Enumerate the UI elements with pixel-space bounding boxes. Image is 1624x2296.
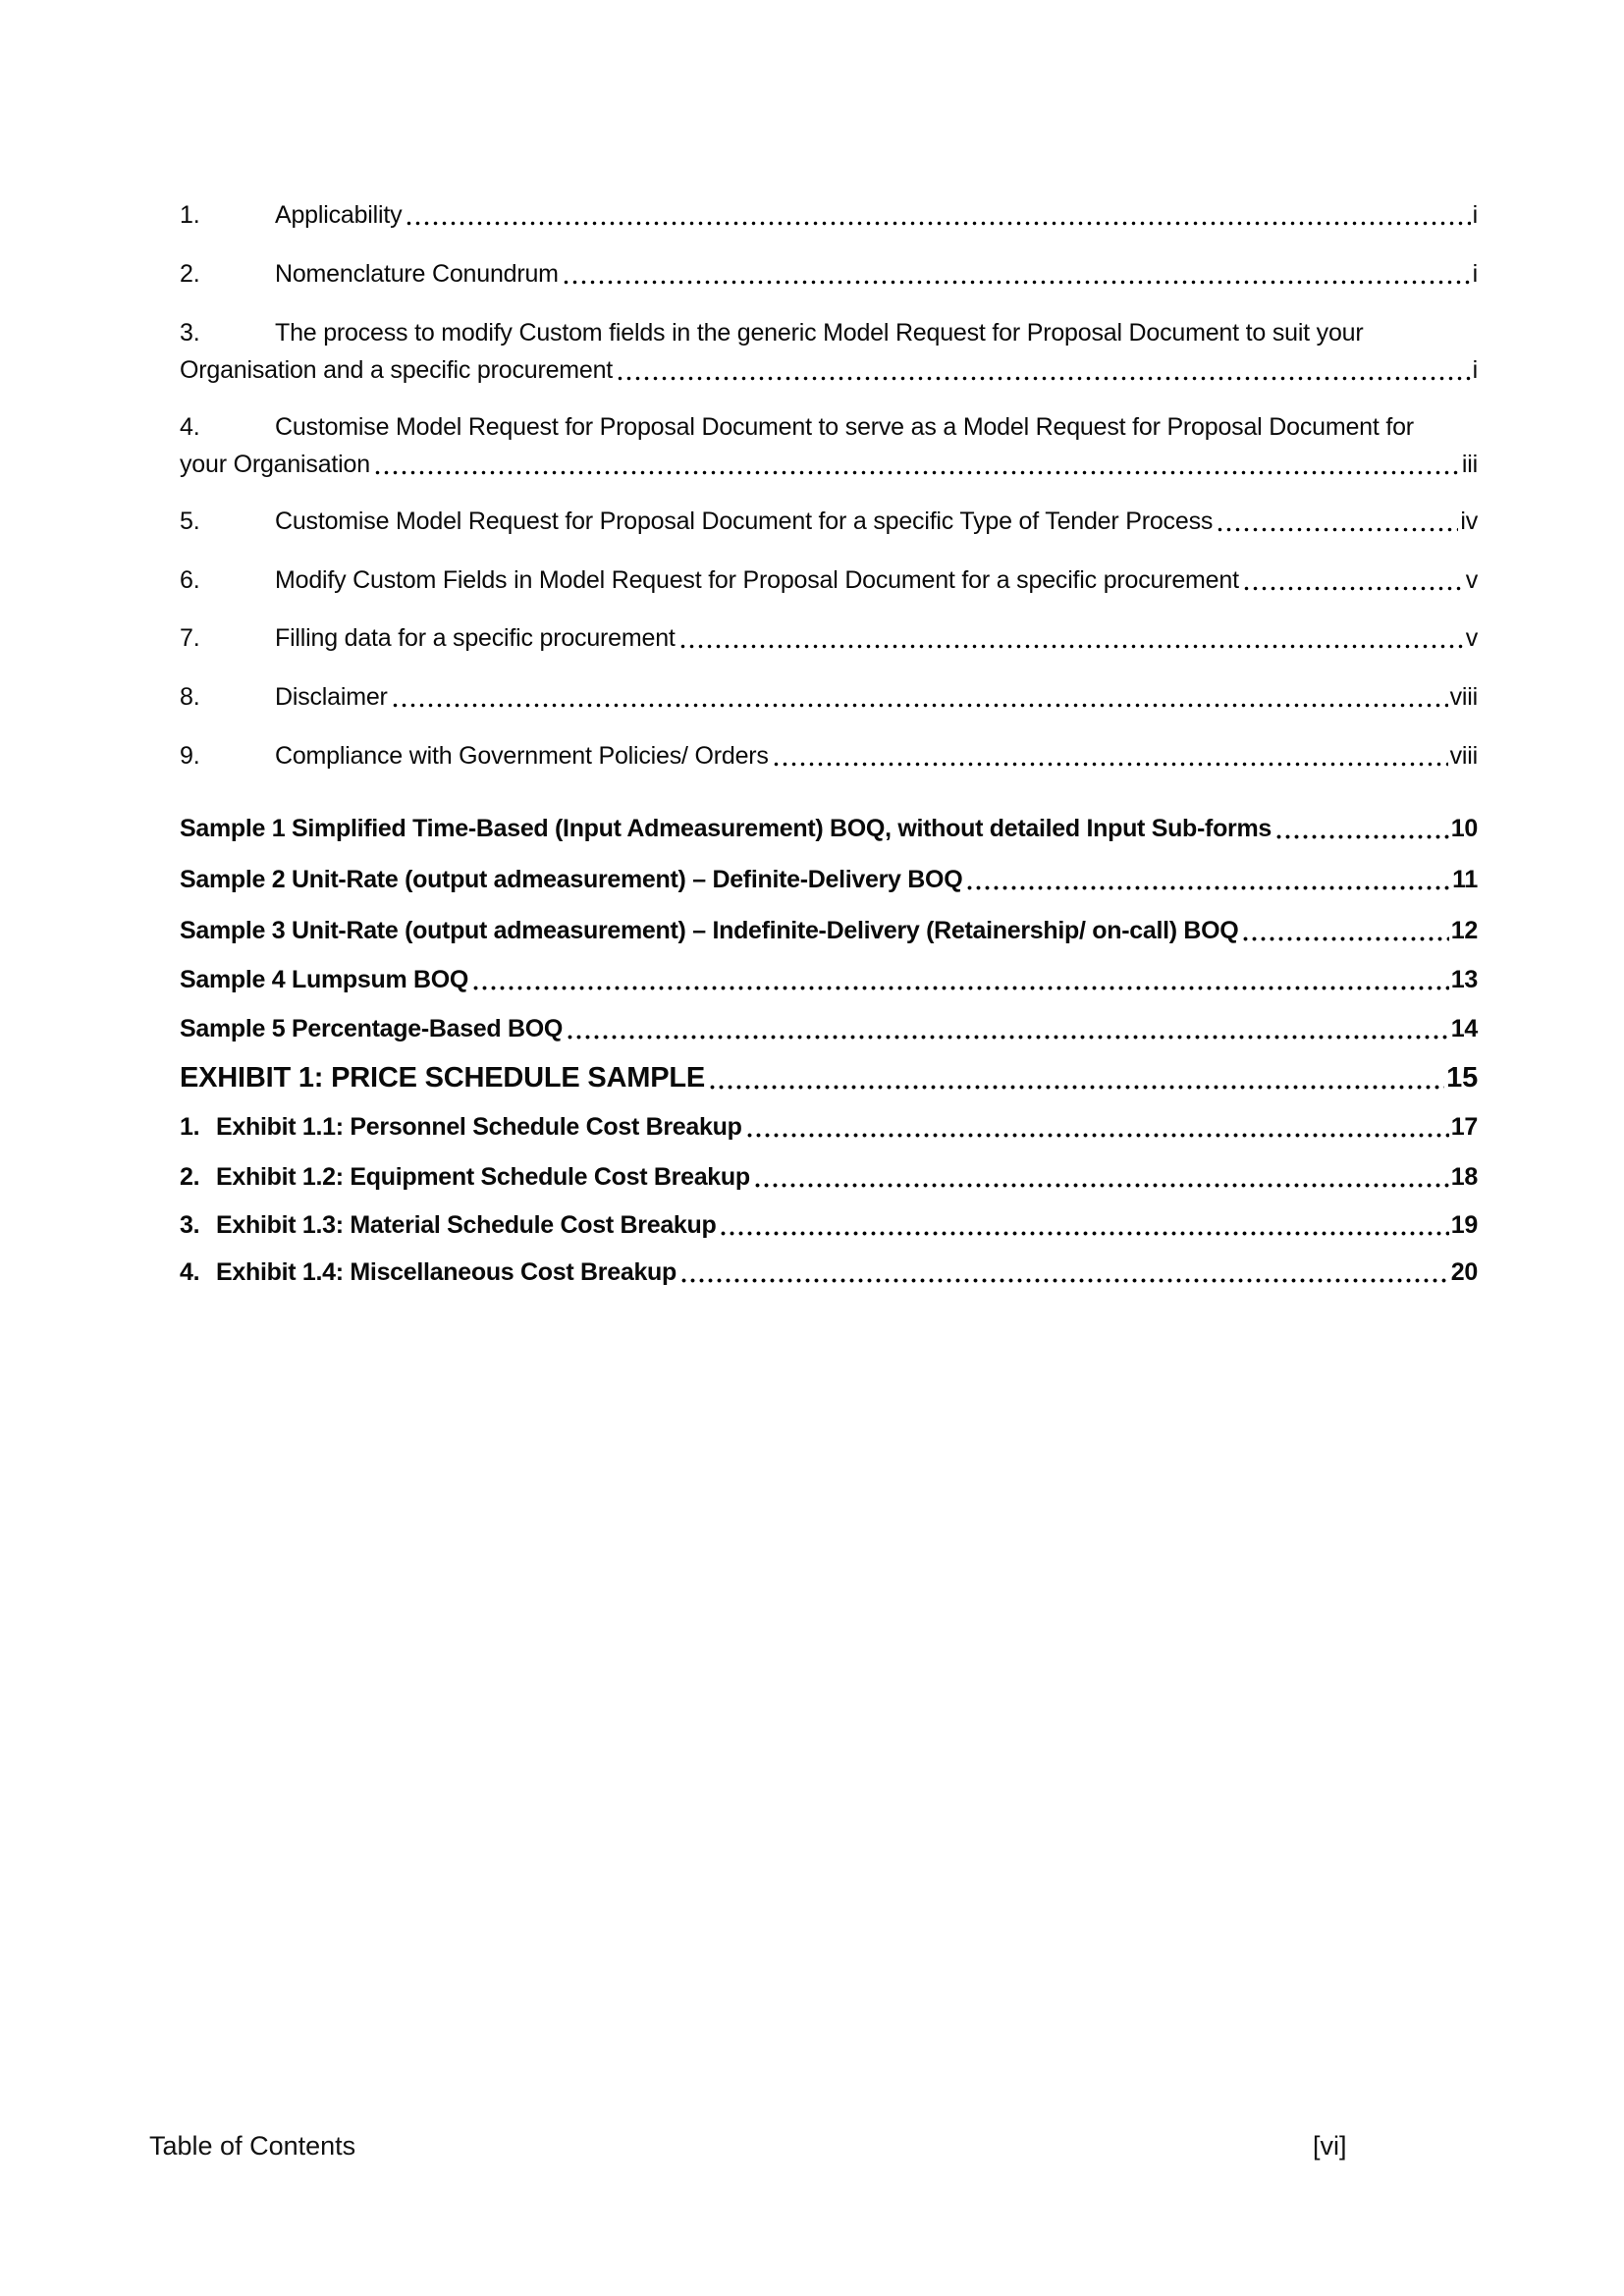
entry-title: Applicability: [275, 201, 403, 229]
dot-leader: [391, 703, 1448, 708]
toc-entry-exhibit: [180, 1108, 1478, 1146]
page-number: v: [1465, 566, 1478, 594]
toc-entry: [180, 314, 1478, 389]
page-number: 10: [1450, 815, 1478, 842]
entry-title-line1: Customise Model Request for Proposal Document to serve as a Model Request for Proposal Document for: [275, 413, 1414, 441]
toc-entry-exhibit: [180, 1206, 1478, 1244]
page-number: 12: [1450, 917, 1478, 944]
entry-number: 7.: [180, 624, 200, 652]
page-number: 20: [1450, 1258, 1478, 1286]
page-number: viii: [1449, 742, 1478, 770]
dot-leader: [679, 1278, 1449, 1283]
toc-entry-sample: [180, 861, 1478, 898]
entry-title: Compliance with Government Policies/ Orders: [275, 742, 769, 770]
page-number: i: [1472, 260, 1478, 288]
toc-entry-sample: [180, 912, 1478, 949]
entry-title: Filling data for a specific procurement: [275, 624, 676, 652]
toc-entry-exhibit-heading: [180, 1058, 1478, 1097]
toc-entry-sample: [180, 961, 1478, 998]
entry-title: Sample 5 Percentage-Based BOQ: [180, 1015, 564, 1042]
dot-leader: [405, 221, 1470, 226]
toc-entry: [180, 408, 1478, 483]
entry-title: Modify Custom Fields in Model Request for Proposal Document for a specific procurement: [275, 566, 1239, 594]
entry-title: Sample 1 Simplified Time-Based (Input Admeasurement) BOQ, without detailed Input Sub-forms: [180, 815, 1272, 842]
entry-title: Sample 2 Unit-Rate (output admeasurement) – Definite-Delivery BOQ: [180, 866, 963, 893]
entry-number: 1.: [180, 1113, 200, 1141]
entry-title-line2: your Organisation: [180, 451, 370, 478]
page-number: 18: [1450, 1163, 1478, 1191]
page-number: 15: [1446, 1062, 1478, 1094]
entry-title: Disclaimer: [275, 683, 388, 711]
entry-number: 4.: [180, 413, 200, 441]
toc-entry: [180, 561, 1478, 599]
toc-entry: [180, 503, 1478, 540]
entry-title-line1: The process to modify Custom fields in the generic Model Request for Proposal Document to suit your: [275, 319, 1364, 347]
dot-leader: [373, 470, 1460, 475]
entry-number: 6.: [180, 566, 200, 594]
toc-entry-sample: [180, 810, 1478, 847]
dot-leader: [1274, 834, 1449, 839]
entry-title: Exhibit 1.3: Material Schedule Cost Breakup: [216, 1211, 717, 1239]
toc-entry-exhibit: [180, 1254, 1478, 1291]
footer-doc-title: Table of Contents: [149, 2131, 356, 2161]
page-number: i: [1472, 201, 1478, 229]
entry-number: 3.: [180, 319, 200, 347]
dot-leader: [562, 280, 1471, 285]
entry-number: 3.: [180, 1211, 200, 1239]
toc-entry-sample: [180, 1010, 1478, 1047]
dot-leader: [1242, 586, 1464, 591]
entry-number: 8.: [180, 683, 200, 711]
dot-leader: [708, 1085, 1444, 1090]
page-number: iii: [1461, 451, 1478, 478]
toc-entry: [180, 678, 1478, 716]
dot-leader: [772, 762, 1448, 767]
entry-title: Exhibit 1.1: Personnel Schedule Cost Breakup: [216, 1113, 742, 1141]
entry-title: Exhibit 1.4: Miscellaneous Cost Breakup: [216, 1258, 677, 1286]
entry-title-line2: Organisation and a specific procurement: [180, 356, 614, 384]
dot-leader: [965, 885, 1450, 890]
toc-entry: [180, 196, 1478, 234]
entry-title: Customise Model Request for Proposal Document for a specific Type of Tender Process: [275, 507, 1214, 535]
page-number: i: [1472, 356, 1478, 384]
dot-leader: [1216, 527, 1458, 532]
page-number: v: [1465, 624, 1478, 652]
dot-leader: [753, 1183, 1449, 1188]
entry-number: 1.: [180, 201, 200, 229]
dot-leader: [719, 1231, 1448, 1236]
entry-number: 4.: [180, 1258, 200, 1286]
entry-title: EXHIBIT 1: PRICE SCHEDULE SAMPLE: [180, 1062, 705, 1094]
dot-leader: [566, 1035, 1449, 1040]
entry-number: 5.: [180, 507, 200, 535]
entry-title: Exhibit 1.2: Equipment Schedule Cost Breakup: [216, 1163, 750, 1191]
dot-leader: [1241, 936, 1448, 941]
toc-entry-exhibit: [180, 1158, 1478, 1196]
dot-leader: [616, 376, 1471, 381]
page-number: 11: [1452, 866, 1478, 893]
entry-title: Sample 4 Lumpsum BOQ: [180, 966, 469, 993]
entry-title: Sample 3 Unit-Rate (output admeasurement) – Indefinite-Delivery (Retainership/ on-call) BOQ: [180, 917, 1239, 944]
footer-page-number: [vi]: [1313, 2131, 1347, 2161]
entry-number: 2.: [180, 1163, 200, 1191]
page-number: viii: [1449, 683, 1478, 711]
page-number: 13: [1450, 966, 1478, 993]
page-number: 19: [1450, 1211, 1478, 1239]
entry-number: 9.: [180, 742, 200, 770]
dot-leader: [745, 1133, 1449, 1138]
entry-number: 2.: [180, 260, 200, 288]
toc-entry: [180, 619, 1478, 657]
dot-leader: [678, 644, 1464, 649]
page-number: 14: [1450, 1015, 1478, 1042]
toc-entry: [180, 737, 1478, 774]
entry-title: Nomenclature Conundrum: [275, 260, 559, 288]
toc-entry: [180, 255, 1478, 293]
page-number: iv: [1460, 507, 1478, 535]
dot-leader: [471, 986, 1449, 990]
page-number: 17: [1450, 1113, 1478, 1141]
